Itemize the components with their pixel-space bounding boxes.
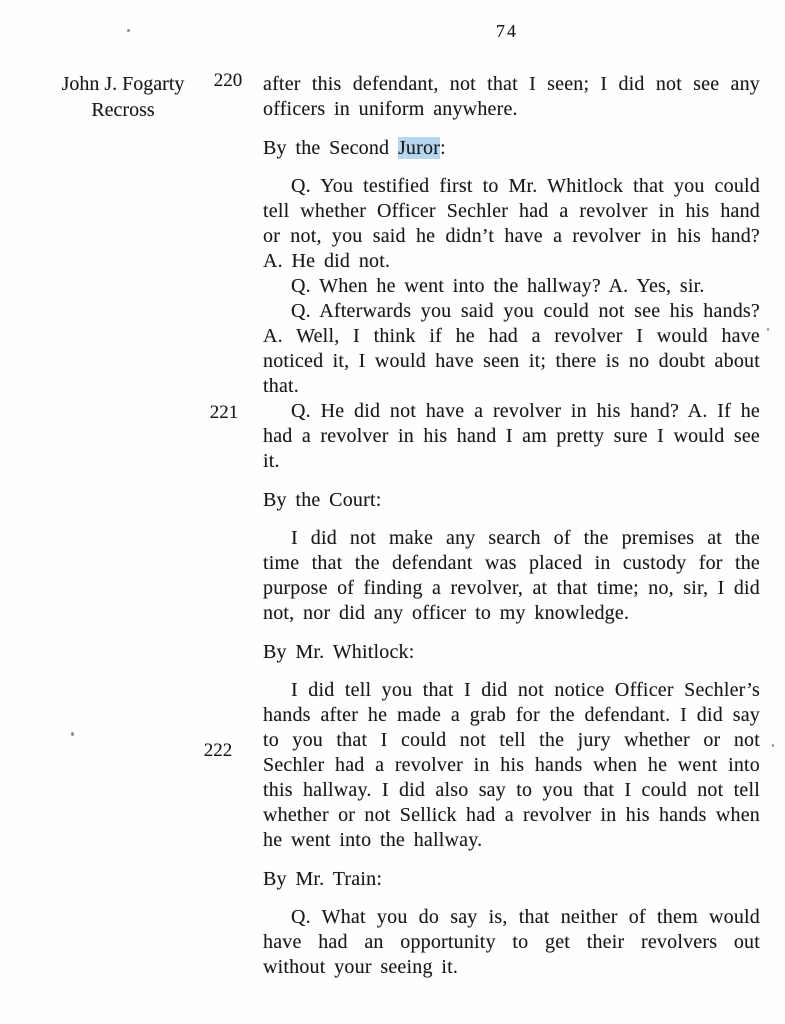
scan-speck: [71, 732, 74, 736]
qa-paragraph-1: Q. You testified first to Mr. Whitlock that you could tell whether Officer Sechler had a revolver in his hand or not, you said he didn’t have a revolver in his hand? A. He did not.: [263, 175, 760, 272]
speaker-heading-second-juror: [263, 136, 760, 161]
qa-paragraph-2: Q. When he went into the hallway? A. Yes, sir.: [291, 275, 705, 297]
heading-text-suffix: :: [440, 137, 446, 159]
scan-speck: [772, 744, 774, 747]
folio-number-221: 221: [209, 402, 239, 423]
qa-paragraph-4: Q. He did not have a revolver in his hand? A. If he had a revolver in his hand I am pretty sure I would see it.: [263, 400, 760, 472]
scan-speck: [767, 328, 769, 331]
page-number: 74: [496, 21, 518, 41]
folio-number-220: 220: [213, 70, 243, 91]
transcript-body: [263, 0, 760, 980]
speaker-heading-whitlock: By Mr. Whitlock:: [263, 641, 415, 663]
whitlock-statement-paragraph: I did tell you that I did not notice Officer Sechler’s hands after he made a grab for the defendant. I did say to you that I could not tell the jury whether or not Sechler had a revolver in his hands when he went into this hallway. I did also say to you that I could not tell whether or not Sellick had a revolver in his hands when he went into the hallway.: [263, 679, 760, 851]
heading-text-prefix: By the Second: [263, 137, 398, 159]
witness-proceeding-label: Recross: [91, 99, 155, 121]
witness-margin-note: [26, 71, 220, 123]
scan-speck: [127, 29, 130, 32]
qa-paragraph-5: Q. What you do say is, that neither of them would have had an opportunity to get their revolvers out without your seeing it.: [263, 906, 760, 978]
paragraph-continuation: after this defendant, not that I seen; I did not see any officers in uniform anywhere.: [263, 73, 760, 120]
search-highlight-juror: Juror: [397, 137, 441, 159]
speaker-heading-train: By Mr. Train:: [263, 868, 383, 890]
folio-number-222: 222: [203, 740, 233, 761]
qa-paragraph-3: Q. Afterwards you said you could not see his hands? A. Well, I think if he had a revolver I would have noticed it, I would have seen it; there is no doubt about that.: [263, 300, 760, 397]
court-statement-paragraph: I did not make any search of the premises at the time that the defendant was placed in custody for the purpose of finding a revolver, at that time; no, sir, I did not, nor did any officer to my knowledge.: [263, 527, 760, 624]
witness-name: John J. Fogarty: [61, 73, 185, 95]
speaker-heading-court: By the Court:: [263, 489, 382, 511]
